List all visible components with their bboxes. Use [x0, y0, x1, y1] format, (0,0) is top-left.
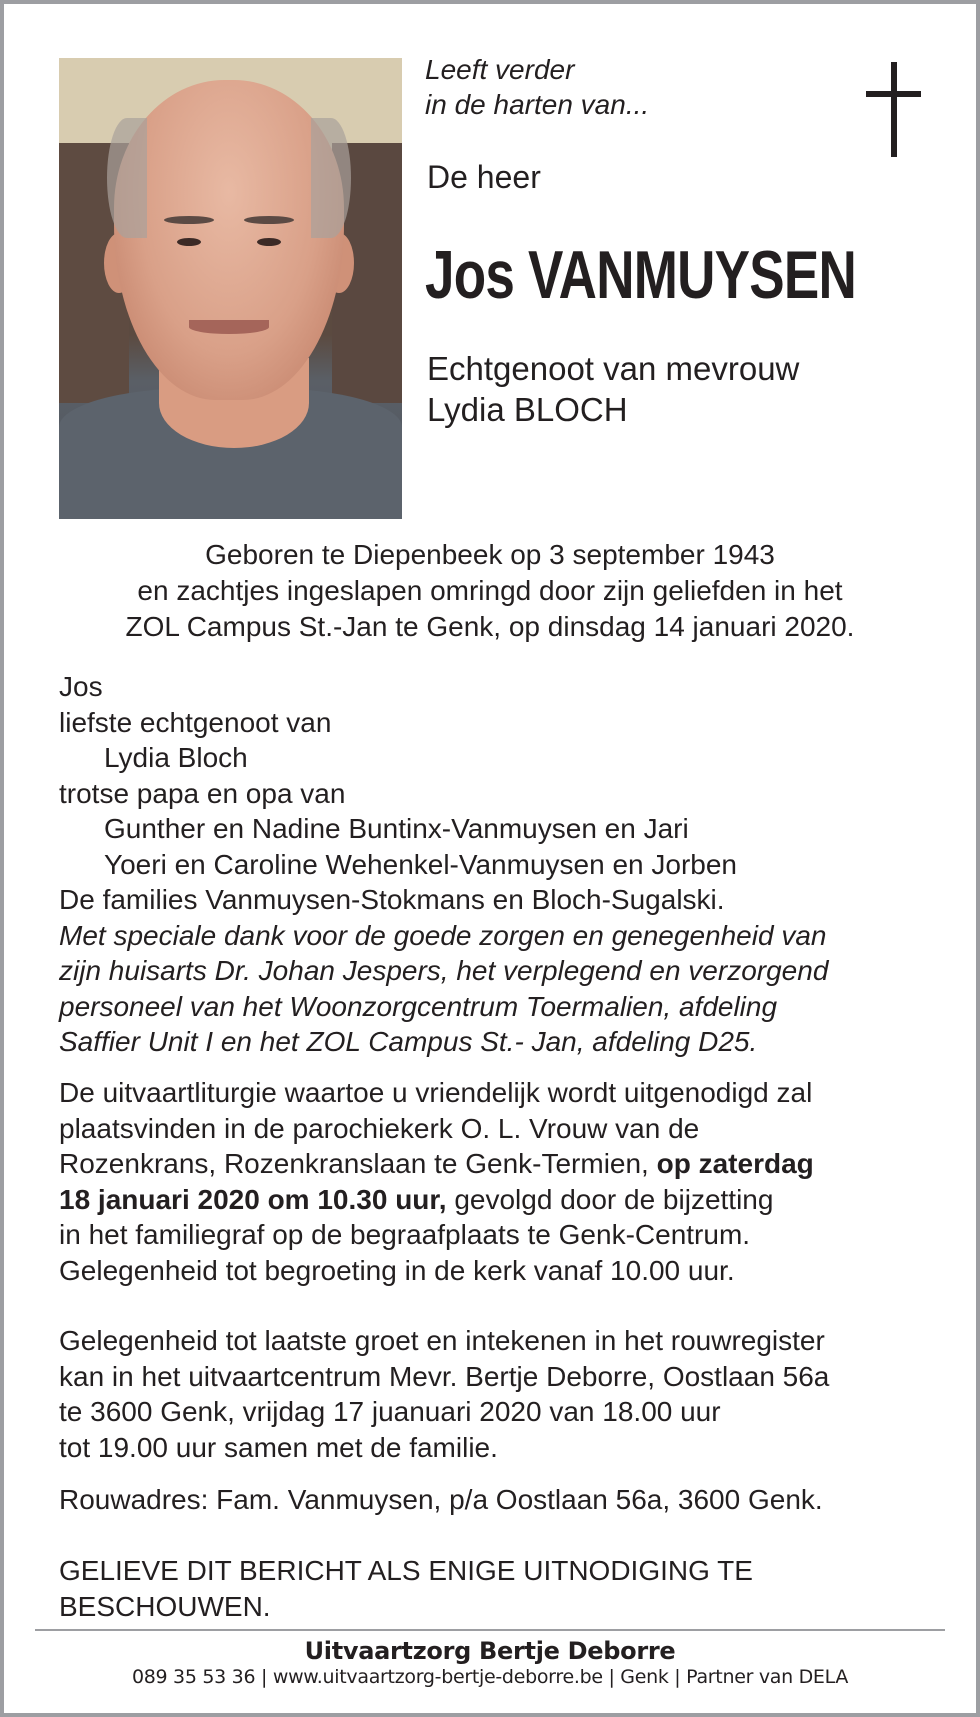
deceased-name: Jos VANMUYSEN	[425, 237, 856, 313]
tagline	[425, 52, 649, 122]
notice-line: GELIEVE DIT BERICHT ALS ENIGE UITNODIGING TE	[59, 1555, 753, 1586]
visitation-line: tot 19.00 uur samen met de familie.	[59, 1431, 498, 1463]
funeral-line: plaatsvinden in de parochiekerk O. L. Vrouw van de	[59, 1112, 700, 1144]
visitation-line: te 3600 Genk, vrijdag 17 juanuari 2020 van 18.00 uur	[59, 1396, 721, 1427]
thanks-line: Met speciale dank voor de goede zorgen en genegenheid van	[59, 919, 827, 951]
visitation-line: kan in het uitvaartcentrum Mevr. Bertje Deborre, Oostlaan 56a	[59, 1360, 830, 1392]
funeral-text: Rozenkrans, Rozenkranslaan te Genk-Termien,	[59, 1148, 657, 1179]
family-line: Yoeri en Caroline Wehenkel-Vanmuysen en Jorben	[104, 848, 737, 880]
tagline-line: Leeft verder	[425, 54, 575, 85]
family-line: liefste echtgenoot van	[59, 706, 332, 738]
funeral-line	[59, 1146, 939, 1182]
mourning-address: Rouwadres: Fam. Vanmuysen, p/a Oostlaan 56a, 3600 Genk.	[59, 1484, 823, 1515]
funeral-line	[59, 1182, 939, 1218]
death-line: en zachtjes ingeslapen omringd door zijn geliefden in het	[137, 575, 843, 606]
spouse-line: Echtgenoot van mevrouw	[427, 350, 800, 387]
footer-divider	[35, 1629, 945, 1631]
funeral-line: De uitvaartliturgie waartoe u vriendelijk wordt uitgenodigd zal	[59, 1077, 813, 1108]
funeral-text: gevolgd door de bijzetting	[446, 1183, 774, 1215]
spouse-info	[427, 348, 799, 430]
thanks-line: personeel van het Woonzorgcentrum Toermalien, afdeling	[59, 990, 778, 1022]
name-prefix: De heer	[427, 159, 541, 195]
funeral-date-bold: op zaterdag	[656, 1148, 814, 1179]
spouse-line: Lydia BLOCH	[427, 391, 628, 428]
portrait-photo	[59, 58, 402, 519]
birth-line: Geboren te Diepenbeek op 3 september 1943	[205, 539, 775, 570]
visitation-line: Gelegenheid tot laatste groet en intekenen in het rouwregister	[59, 1325, 825, 1356]
family-line: Lydia Bloch	[104, 742, 248, 773]
funeral-line: Gelegenheid tot begroeting in de kerk vanaf 10.00 uur.	[59, 1254, 735, 1286]
visitation-section	[59, 1323, 939, 1465]
death-place-line: ZOL Campus St.-Jan te Genk, op dinsdag 14 januari 2020.	[125, 611, 855, 642]
birth-death-info	[40, 537, 940, 645]
funeral-home-contact: 089 35 53 36 | www.uitvaartzorg-bertje-deborre.be | Genk | Partner van DELA	[131, 1666, 849, 1688]
family-line: Gunther en Nadine Buntinx-Vanmuysen en Jari	[104, 813, 689, 844]
thanks-line: Saffier Unit I en het ZOL Campus St.- Jan, afdeling D25.	[59, 1026, 758, 1057]
funeral-line: in het familiegraf op de begraafplaats te Genk-Centrum.	[59, 1219, 751, 1250]
notice-line: BESCHOUWEN.	[59, 1590, 271, 1622]
funeral-date-bold: 18 januari 2020 om 10.30 uur,	[59, 1183, 447, 1215]
funeral-section	[59, 1075, 939, 1288]
thanks-line: zijn huisarts Dr. Johan Jespers, het verplegend en verzorgend	[59, 955, 829, 986]
family-line: Jos	[59, 671, 103, 702]
notice	[59, 1553, 939, 1624]
family-section	[59, 669, 939, 1060]
family-line: De families Vanmuysen-Stokmans en Bloch-Sugalski.	[59, 884, 725, 915]
funeral-home-name: Uitvaartzorg Bertje Deborre	[304, 1637, 676, 1665]
family-line: trotse papa en opa van	[59, 777, 346, 809]
tagline-line: in de harten van...	[425, 89, 650, 120]
